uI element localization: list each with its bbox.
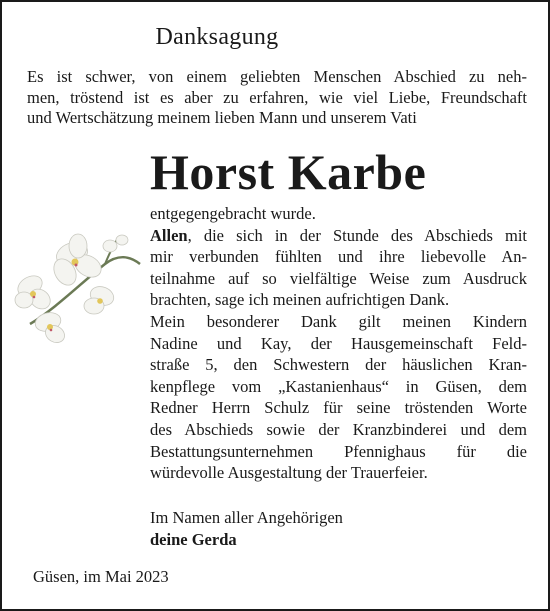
body-line: brachten, sage ich meinen aufrichtigen Dank. bbox=[150, 290, 450, 310]
body-line: teilnahme auf so vielfältige Weise zum Ausdruck bbox=[150, 268, 527, 288]
body-line: kenpflege vom „Kastanienhaus“ in Güsen, dem bbox=[150, 376, 527, 396]
body-line: des Abschieds sowie der Kranzbinderei und dem bbox=[150, 419, 527, 439]
place-date: Güsen, im Mai 2023 bbox=[33, 567, 169, 586]
orchid-icon bbox=[10, 224, 145, 344]
body-line-rest: , die sich in der Stunde des Abschieds mit bbox=[187, 225, 527, 245]
body-line: mir verbunden fühlten und ihre liebevolle An- bbox=[150, 247, 527, 267]
body-line: Nadine und Kay, der Hausgemeinschaft Feld- bbox=[150, 333, 527, 353]
body-paragraph bbox=[150, 203, 527, 484]
body-line: straße 5, den Schwestern der häuslichen Kran- bbox=[150, 355, 527, 375]
intro-line: und Wertschätzung meinem lieben Mann und unserem Vati bbox=[27, 108, 417, 127]
closing-line: Im Namen aller Angehörigen bbox=[150, 508, 343, 527]
intro-paragraph bbox=[27, 67, 527, 129]
body-line: Redner Herrn Schulz für seine tröstenden Worte bbox=[150, 398, 527, 418]
body-line: entgegengebracht wurde. bbox=[150, 204, 316, 223]
closing-block bbox=[150, 507, 343, 550]
notice-heading: Danksagung bbox=[155, 24, 279, 50]
deceased-name: Horst Karbe bbox=[150, 144, 427, 200]
body-line: würdevolle Ausgestaltung der Trauerfeier. bbox=[150, 463, 428, 483]
intro-line: Es ist schwer, von einem geliebten Menschen Abschied zu neh- bbox=[27, 67, 527, 86]
intro-line: men, tröstend ist es aber zu erfahren, wie viel Liebe, Freundschaft bbox=[27, 87, 527, 107]
signature: deine Gerda bbox=[150, 529, 237, 549]
body-line bbox=[150, 225, 527, 247]
allen-bold: Allen bbox=[150, 225, 188, 245]
body-line: Bestattungsunternehmen Pfennighaus für die bbox=[150, 441, 527, 461]
body-line: Mein besonderer Dank gilt meinen Kindern bbox=[150, 311, 527, 331]
